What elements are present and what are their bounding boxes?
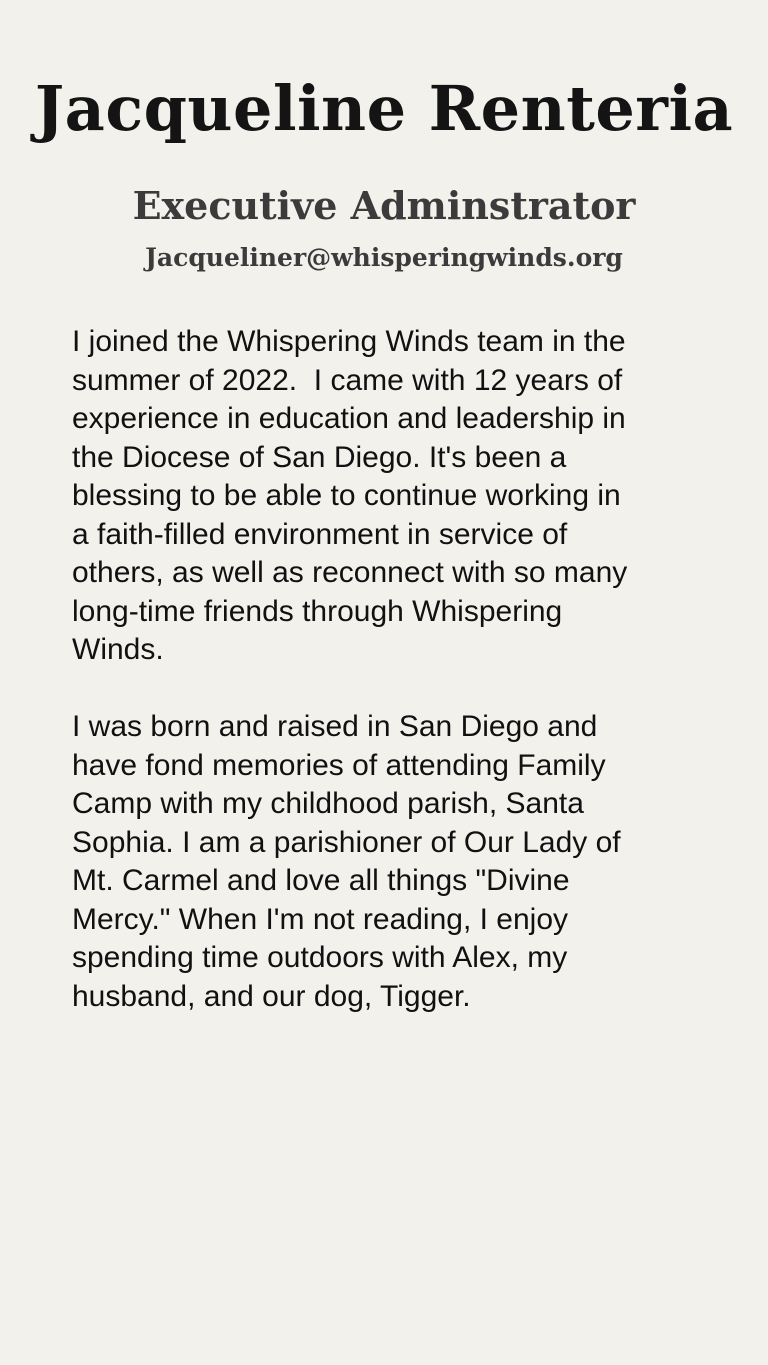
bio-line: husband, and our dog, Tigger. (72, 979, 471, 1013)
bio-line: long-time friends through Whispering (72, 594, 563, 628)
bio-line: I joined the Whispering Winds team in the (72, 325, 626, 358)
bio-line: the Diocese of San Diego. It's been a (72, 440, 567, 474)
bio-line: experience in education and leadership in (72, 402, 626, 435)
bio-line: Camp with my childhood parish, Santa (72, 787, 584, 820)
bio-paragraph-2 (72, 708, 712, 1016)
bio-line: summer of 2022. I came with 12 years of (72, 363, 623, 397)
person-name: Jacqueline Renteria (34, 72, 734, 145)
bio-line: Winds. (72, 633, 164, 666)
bio-line: I was born and raised in San Diego and (72, 710, 598, 743)
bio-line: Mt. Carmel and love all things "Divine (72, 864, 570, 897)
job-title: Executive Adminstrator (132, 183, 636, 228)
bio-line: Sophia. I am a parishioner of Our Lady of (72, 825, 621, 859)
email-address: Jacqueliner@whisperingwinds.org (145, 243, 623, 272)
bio-line: have fond memories of attending Family (72, 748, 606, 782)
bio-line: spending time outdoors with Alex, my (72, 941, 568, 974)
bio-line: a faith-filled environment in service of (72, 517, 568, 551)
bio-line: others, as well as reconnect with so many (72, 556, 628, 589)
bio-paragraph-1 (72, 323, 712, 670)
bio-line: Mercy." When I'm not reading, I enjoy (72, 902, 569, 936)
bio-line: blessing to be able to continue working in (72, 479, 621, 512)
